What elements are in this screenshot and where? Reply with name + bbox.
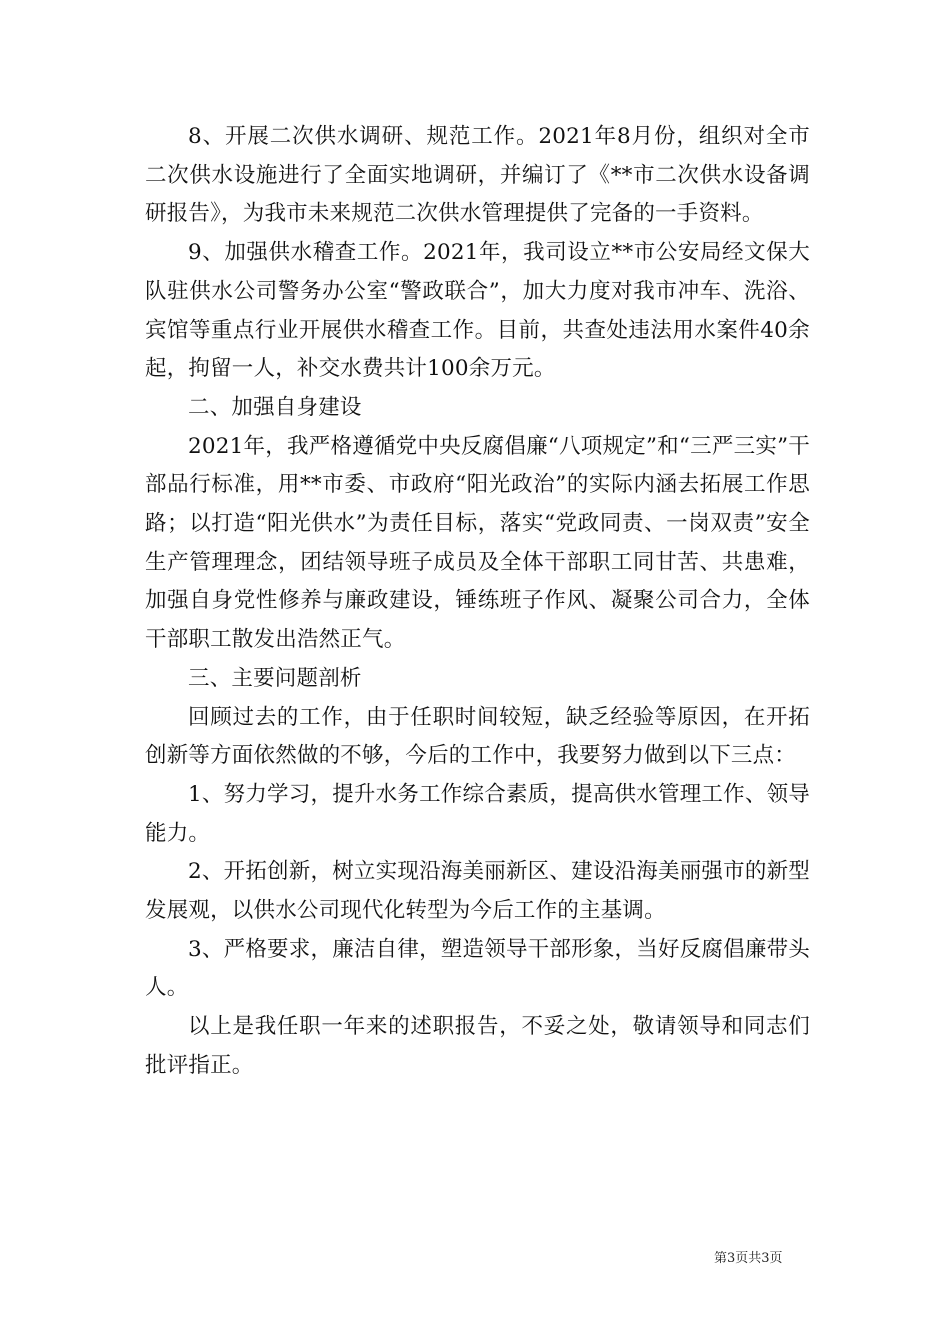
paragraph-closing: 以上是我任职一年来的述职报告，不妥之处，敬请领导和同志们批评指正。 <box>145 1014 810 1078</box>
paragraph-item-8: 8、开展二次供水调研、规范工作。2021年8月份，组织对全市二次供水设施进行了全面实地调研，并编订了《**市二次供水设备调研报告》，为我市未来规范二次供水管理提供了完备的一手资料。 <box>145 124 810 227</box>
paragraph-self-building: 2021年，我严格遵循党中央反腐倡廉“八项规定”和“三严三实”干部品行标准，用**市委、市政府“阳光政治”的实际内涵去拓展工作思路；以打造“阳光供水”为责任目标，落实“党政同责、一岗双责”安全生产管理理念，团结领导班子成员及全体干部职工同甘苦、共患难，加强自身党性修养与廉政建设，锤练班子作风、凝聚公司合力，全体干部职工散发出浩然正气。 <box>145 433 810 653</box>
paragraph-review: 回顾过去的工作，由于任职时间较短，缺乏经验等原因，在开拓创新等方面依然做的不够，今后的工作中，我要努力做到以下三点： <box>145 704 810 769</box>
section-heading-3: 三、主要问题剖析 <box>188 665 362 691</box>
paragraph-item-9: 9、加强供水稽查工作。2021年，我司设立**市公安局经文保大队驻供水公司警务办公室“警政联合”，加大力度对我市冲车、洗浴、宾馆等重点行业开展供水稽查工作。目前，共查处违法用水案件40余起，拘留一人，补交水费共计100余万元。 <box>145 240 810 382</box>
section-heading-2: 二、加强自身建设 <box>188 394 362 420</box>
list-item-2: 2、开拓创新，树立实现沿海美丽新区、建设沿海美丽强市的新型发展观，以供水公司现代化转型为今后工作的主基调。 <box>145 859 810 924</box>
page-number-footer: 第3页共3页 <box>714 1251 783 1266</box>
list-item-1: 1、努力学习，提升水务工作综合素质，提高供水管理工作、领导能力。 <box>145 781 810 846</box>
document-body <box>145 118 810 1086</box>
list-item-3: 3、严格要求，廉洁自律，塑造领导干部形象，当好反腐倡廉带头人。 <box>145 936 810 1001</box>
